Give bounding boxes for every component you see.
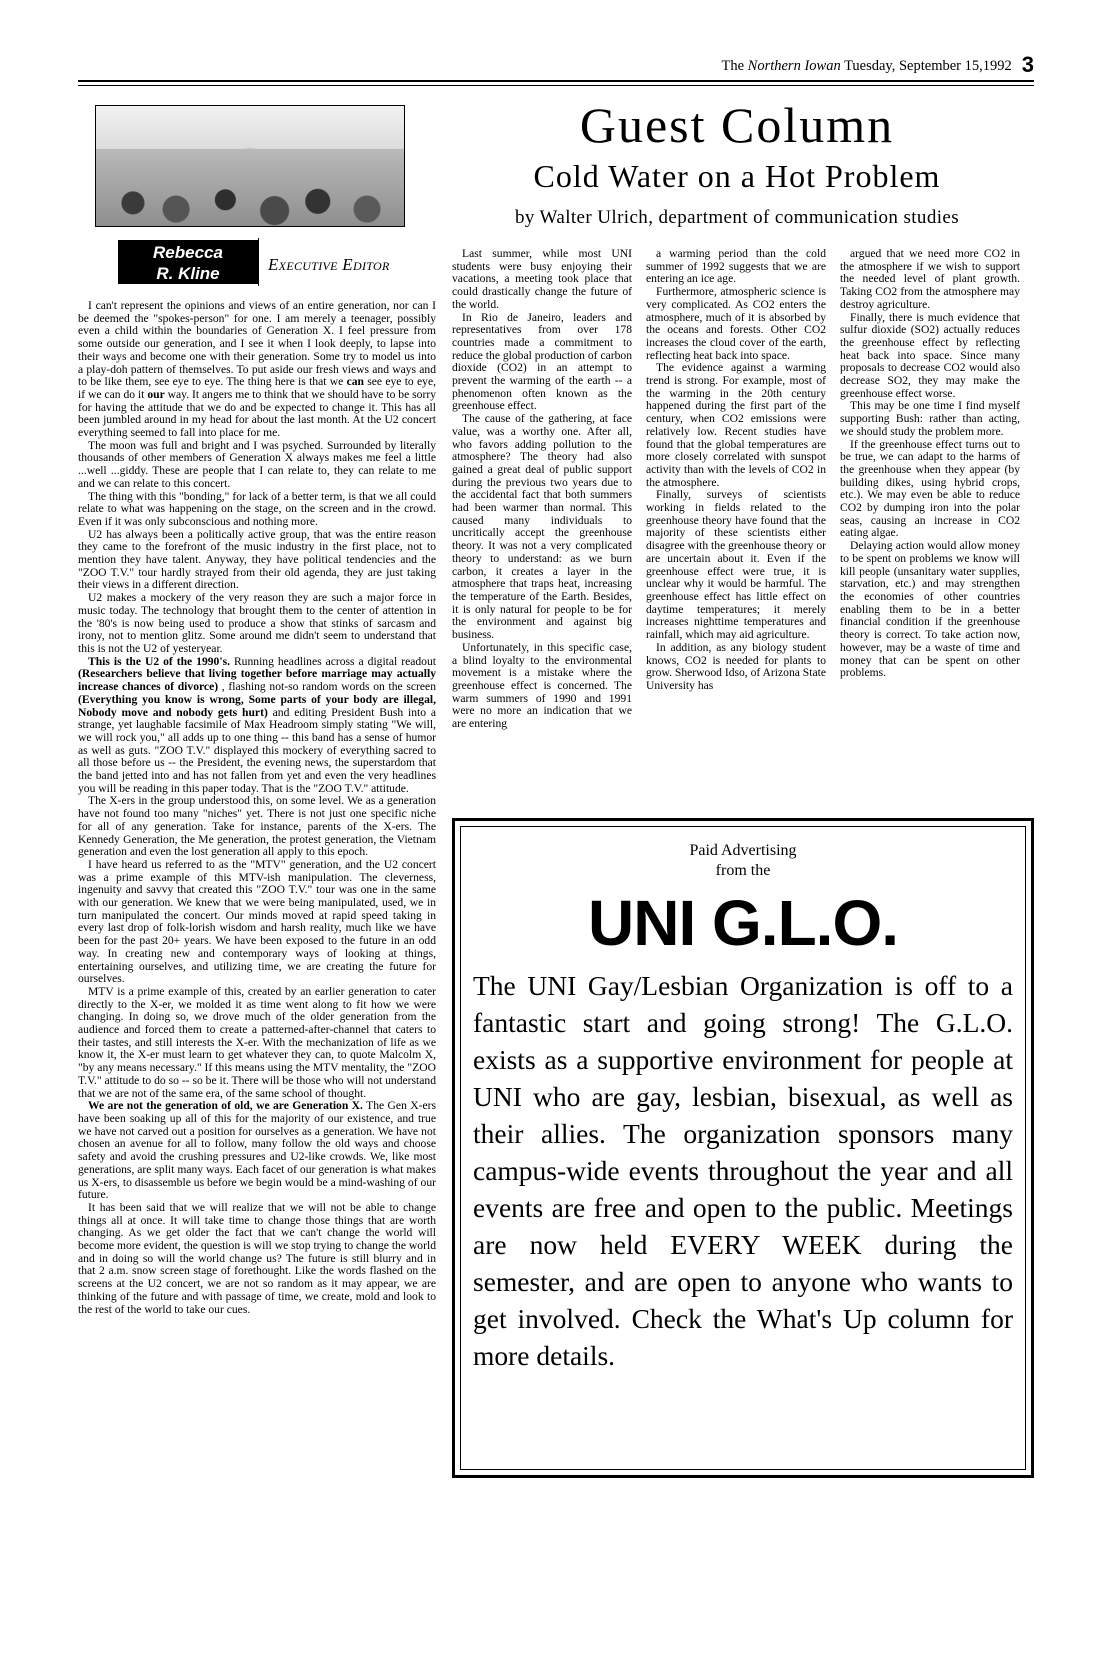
- paragraph: We are not the generation of old, we are Generation X. The Gen X-ers have been soaking up all of this for the majority of our existence, and true we have not carved out a position for ourselves as a generation. We have not chosen an avenue for all to follow, many follow the old ways and choose safety and avoid the crushing pressures and U2-like crowds. We, like most generations, are split many ways. Each facet of our generation is what makes us X-ers, to disassemble us before we begin would be a mind-washing of our future.: [78, 1099, 437, 1202]
- paragraph: This is the U2 of the 1990's. Running headlines across a digital readout (Researchers believe that living together before marriage may actually increase chances of divorce) , flashing not-so random words on the screen (Everything you know is wrong, Some parts of your body are illegal, Nobody move and nobody gets hurt) and editing President Bush into a strange, yet laughable facsimile of Max Headroom simply stating "We will, we will rock you," all adds up to one thing -- this band has a sense of humor as well as guts. "ZOO T.V." displayed this mockery of everything sacred to all those before us -- the President, the evening news, the superstardom that the band jetted into and has not fallen from yet and even the very headlines you will be reading in this paper today. That is the "ZOO T.V." attitude.: [78, 654, 437, 795]
- paragraph: MTV is a prime example of this, created by an earlier generation to cater directly to the X-er, we molded it as time went along to fit how we were changing. In doing so, we drove much of the older generation from the audience and forced them to create a patterned-after-channel that caters to their tastes, and still interests the X-er. With the mechanization of life as we know it, the X-er must learn to get whatever they can, to quote Malcolm X, "by any means necessary." If this means using the MTV mentality, the "ZOO T.V." attitude to do so -- so be it. There will be those who will not understand that we are not of the same era, of the same school of thought.: [78, 984, 436, 1100]
- paragraph: Finally, there is much evidence that sulfur dioxide (SO2) actually reduces the greenhouse effect by reflecting heat back into space. Since many proposals to decrease CO2 would also decrease SO2, they may make the greenhouse effect worse.: [840, 310, 1020, 400]
- guest-article-column-3: [840, 248, 1020, 680]
- paragraph: U2 has always been a politically active group, that was the entire reason they came to the forefront of the music industry in the first place, not to mention they have talent. Anyway, they have political tendencies and the "ZOO T.V." tour hardly strayed from their old agenda, they are just taking their views in a different direction.: [78, 527, 436, 592]
- photo-crowd: [96, 149, 404, 226]
- editor-first-line: Rebecca: [153, 243, 223, 262]
- paragraph: Finally, surveys of scientists working in fields related to the greenhouse theory have found that the majority of these scientists either disagree with the greenhouse theory or are uncertain about it. Even if the greenhouse effect were true, it is unclear why it would be harmful. The greenhouse effect has little effect on daytime temperatures; it merely increases nighttime temperatures and rainfall, which may aid agriculture.: [646, 488, 826, 642]
- paragraph: The moon was full and bright and I was psyched. Surrounded by literally thousands of other members of Generation X always makes me feel a little ...well ...giddy. These are people that I can relate to, they can relate to me and we can relate to this concert.: [78, 438, 436, 490]
- guest-column-subtitle: Cold Water on a Hot Problem: [533, 158, 941, 194]
- paragraph: This may be one time I find myself supporting Bush: rather than acting, we should study the problem more.: [840, 399, 1020, 438]
- paragraph: I have heard us referred to as the "MTV" generation, and the U2 concert was a prime example of this MTV-ish manipulation. The cleverness, ingenuity and savvy that created this "ZOO T.V." tour was one in the same with our generation. We knew that we were being manipulated, used, we in turn manipulated the concert. Our minds moved at rapid speed taking in every last drop of folk-lorish wisdom and harsh reality, much like we have been for the past 20+ years. We have been exposed to the future in an odd way. In creating new and contemporary ways of looking at things, entertaining ourselves, and utilizing time, we are creating the future for ourselves.: [78, 857, 436, 986]
- guest-column-title: Guest Column: [579, 97, 895, 153]
- advertisement-box: [452, 818, 1034, 1478]
- paragraph: In Rio de Janeiro, leaders and representatives from over 178 countries made a commitment to reduce the global production of carbon dioxide (CO2) in an attempt to prevent the warming of the earth -- a phenomenon often known as the greenhouse effect.: [452, 310, 632, 413]
- guest-article-column-2: [646, 248, 826, 693]
- paragraph: Furthermore, atmospheric science is very complicated. As CO2 enters the atmosphere, much of it is absorbed by the oceans and forests. Other CO2 increases the cloud cover of the earth, reflecting heat back into space.: [646, 285, 826, 362]
- paragraph: Unfortunately, in this specific case, a blind loyalty to the environmental movement is a mistake where the greenhouse effect is concerned. The warm summers of 1990 and 1991 were no more an indication that we are entering: [452, 640, 632, 731]
- paragraph: U2 makes a mockery of the very reason they are such a major force in music today. The technology that brought them to the center of attention in the '80's is now being used to produce a show that stinks of sarcasm and irony, not to mention glitz. Some around me didn't seem to understand that this is not the U2 of yesteryear.: [78, 591, 436, 655]
- masthead-prefix: The: [721, 58, 748, 74]
- paragraph: argued that we need more CO2 in the atmosphere if we wish to support the needed level of plant growth. Taking CO2 from the atmosphere may destroy agriculture.: [840, 247, 1020, 311]
- editor-title: Executive Editor: [268, 255, 390, 274]
- guest-column-byline: by Walter Ulrich, department of communication studies: [514, 207, 960, 228]
- paragraph: In addition, as any biology student knows, CO2 is needed for plants to grow. Sherwood Idso, of Arizona State University has: [646, 640, 826, 692]
- page-number: 3: [1021, 52, 1034, 77]
- paragraph: Delaying action would allow money to be spent on problems we know will kill people (unsanitary water supplies, starvation, etc.) and may strengthen the economies of other countries enabling them to be in a better financial condition if the greenhouse theory is correct. To take action now, however, may be a waste of time and money that can be spent on other problems.: [840, 539, 1020, 680]
- concert-photo: [95, 105, 405, 227]
- ad-paid-line2: from the: [715, 862, 771, 879]
- ad-paid-notice: [473, 841, 1013, 881]
- guest-article-column-1: [452, 248, 632, 731]
- editor-name-box: [118, 240, 258, 284]
- masthead-paper-name: Northern Iowan: [747, 58, 841, 74]
- editorial-column: [78, 300, 436, 1316]
- paragraph: The evidence against a warming trend is strong. For example, most of the warming in the 20th century happened during the first part of the century, when CO2 emissions were relatively low. Recent studies have found that the global temperatures are more closely correlated with sunspot activity than with the levels of CO2 in the atmosphere.: [646, 361, 826, 489]
- guest-column-header: [440, 97, 1034, 229]
- paragraph: It has been said that we will realize that we will not be able to change things all at once. It will take time to change those things that are worth changing. As we get older the fact that we can't change the world will become more evident, the question is will we stop trying to change the world and in doing so will the world change us? The future is still blurry and in that 2 a.m. snow screen stage of forethought. Like the words flashed on the screens at the U2 concert, we are not so random as it may appear, we are thinking of the future and with passage of time, we create, mold and look to the rest of the world to take our cues.: [78, 1200, 436, 1316]
- masthead-date: Tuesday, September 15,1992: [840, 58, 1012, 74]
- paragraph: If the greenhouse effect turns out to be true, we can adapt to the harms of the greenhouse when they appear (by building dikes, using hybrid crops, etc.). We may even be able to reduce CO2 by dumping iron into the polar seas, causing an increase in CO2 eating algae.: [840, 437, 1020, 540]
- paragraph: The thing with this "bonding," for lack of a better term, is that we all could relate to what was happening on the stage, on the screen and in the crowd. Even if it was only subconscious and nothing more.: [78, 489, 436, 528]
- ad-paid-line1: Paid Advertising: [689, 842, 797, 859]
- byline-divider: [258, 238, 259, 286]
- ad-headline: UNI G.L.O.: [588, 887, 898, 959]
- paragraph: I can't represent the opinions and views of an entire generation, nor can I be deemed the "spokes-person" for one. I am merely a teenager, possibly even a child within the boundaries of Generation X. I feel pressure from some outside our generation, and I see it when I look deeply, to lapse into their ways and become one with their generation. Some try to model us into a play-doh pattern of themselves. To put aside our fresh views and ways and to be like them, see eye to eye. The thing here is that we can see eye to eye, if we can do it our way. It angers me to think that we should have to be sorry for having the attitude that we do and be expected to change it. This has all been jumbled around in my head for about the last month. At the U2 concert everything seemed to fall into place for me.: [78, 299, 436, 440]
- editor-second-line: R. Kline: [156, 264, 220, 283]
- paragraph: a warming period than the cold summer of 1992 suggests that we are entering an ice age.: [646, 247, 826, 286]
- paragraph: The X-ers in the group understood this, on some level. We as a generation have not found too many "niches" yet. There is not just one specific niche for all of any generation. Take for instance, parents of the X-ers. The Kennedy Generation, the Me generation, the protest generation, the Vietnam generation and even the lost generation all apply to this epoch.: [78, 794, 436, 859]
- ad-body-text: The UNI Gay/Lesbian Organization is off to a fantastic start and going strong! The G.L.O. exists as a supportive environment for people at UNI who are gay, lesbian, bisexual, as well as their allies. The organization sponsors many campus-wide events throughout the year and all events are free and open to the public. Meetings are now held EVERY WEEK during the semester, and are open to anyone who wants to get involved. Check the What's Up column for more details.: [473, 970, 1013, 1371]
- paragraph: The cause of the gathering, at face value, was a worthy one. After all, who favors adding pollution to the atmosphere? The theory had also gained a great deal of public support during the previous two years due to the accidental fact that both summers had been warmer than normal. This caused many individuals to uncritically accept the greenhouse theory. It was not a very complicated theory to understand: as we burn carbon, it creates a layer in the atmosphere that traps heat, increasing the temperature of the Earth. Besides, it is only natural for people to be for the environment and against big business.: [452, 412, 632, 642]
- header-rule: [78, 80, 1034, 86]
- paragraph: Last summer, while most UNI students were busy enjoying their vacations, a meeting took place that could drastically change the future of the world.: [452, 247, 632, 311]
- masthead: [78, 52, 1034, 78]
